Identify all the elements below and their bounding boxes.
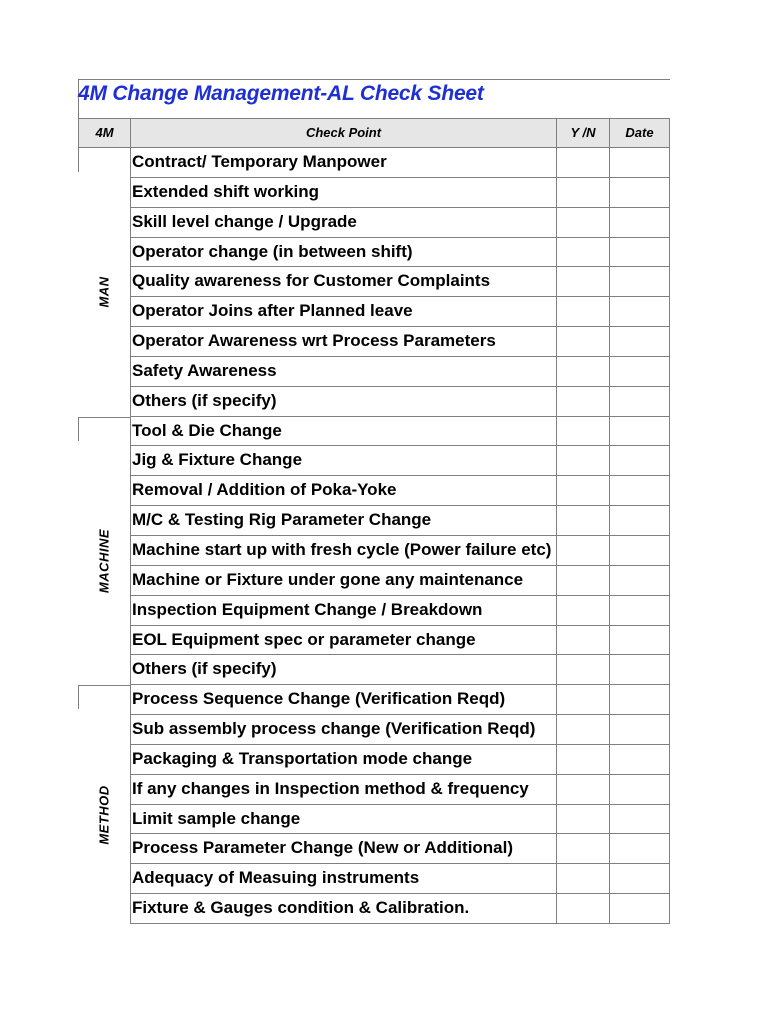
check-point-text: Tool & Die Change — [130, 417, 556, 446]
table-row — [130, 267, 670, 297]
check-point-text: Machine start up with fresh cycle (Power failure etc) — [130, 536, 556, 565]
table-row — [130, 745, 670, 775]
date-cell[interactable] — [609, 446, 670, 475]
table-row — [130, 566, 670, 596]
date-cell[interactable] — [609, 327, 670, 356]
table-row — [130, 387, 670, 417]
date-cell[interactable] — [609, 566, 670, 595]
category-divider — [78, 148, 79, 172]
category-label: MACHINE — [96, 528, 112, 594]
category-label: MAN — [96, 276, 112, 308]
yes-no-cell[interactable] — [556, 387, 609, 416]
date-cell[interactable] — [609, 834, 670, 863]
check-point-text: Machine or Fixture under gone any maintenance — [130, 566, 556, 595]
table-row — [130, 178, 670, 208]
check-point-text: Extended shift working — [130, 178, 556, 207]
table-row — [130, 834, 670, 864]
check-point-text: EOL Equipment spec or parameter change — [130, 626, 556, 655]
check-point-text: M/C & Testing Rig Parameter Change — [130, 506, 556, 535]
check-point-text: Others (if specify) — [130, 387, 556, 416]
check-point-text: Jig & Fixture Change — [130, 446, 556, 475]
yes-no-cell[interactable] — [556, 715, 609, 744]
yes-no-cell[interactable] — [556, 834, 609, 863]
check-point-text: Skill level change / Upgrade — [130, 208, 556, 237]
yes-no-cell[interactable] — [556, 178, 609, 207]
category-top-border — [78, 685, 130, 686]
check-point-text: Operator Joins after Planned leave — [130, 297, 556, 326]
check-point-text: Adequacy of Measuing instruments — [130, 864, 556, 893]
yes-no-cell[interactable] — [556, 805, 609, 834]
table-row — [130, 655, 670, 685]
yes-no-cell[interactable] — [556, 476, 609, 505]
table-row — [130, 685, 670, 715]
table-row — [130, 148, 670, 178]
header-4m: 4M — [78, 119, 130, 147]
date-cell[interactable] — [609, 148, 670, 177]
check-point-text: Others (if specify) — [130, 655, 556, 684]
yes-no-cell[interactable] — [556, 894, 609, 923]
date-cell[interactable] — [609, 267, 670, 296]
check-point-text: Process Sequence Change (Verification Reqd) — [130, 685, 556, 714]
date-cell[interactable] — [609, 596, 670, 625]
date-cell[interactable] — [609, 745, 670, 774]
yes-no-cell[interactable] — [556, 148, 609, 177]
category-method — [78, 685, 130, 924]
date-cell[interactable] — [609, 476, 670, 505]
date-cell[interactable] — [609, 626, 670, 655]
table-row — [130, 357, 670, 387]
table-row — [130, 238, 670, 268]
table-row — [130, 327, 670, 357]
header-yes-no: Y /N — [556, 119, 609, 147]
top-border — [78, 79, 670, 80]
check-point-text: Safety Awareness — [130, 357, 556, 386]
table-row — [130, 476, 670, 506]
yes-no-cell[interactable] — [556, 208, 609, 237]
check-point-text: Operator change (in between shift) — [130, 238, 556, 267]
header-date: Date — [609, 119, 670, 147]
check-point-text: Inspection Equipment Change / Breakdown — [130, 596, 556, 625]
yes-no-cell[interactable] — [556, 297, 609, 326]
table-row — [130, 805, 670, 835]
yes-no-cell[interactable] — [556, 775, 609, 804]
header-check-point: Check Point — [130, 119, 556, 147]
table-row — [130, 208, 670, 238]
date-cell[interactable] — [609, 357, 670, 386]
category-machine — [78, 417, 130, 686]
check-point-text: Contract/ Temporary Manpower — [130, 148, 556, 177]
yes-no-cell[interactable] — [556, 238, 609, 267]
date-cell[interactable] — [609, 655, 670, 684]
date-cell[interactable] — [609, 715, 670, 744]
yes-no-cell[interactable] — [556, 596, 609, 625]
sheet-title: 4M Change Management-AL Check Sheet — [78, 82, 484, 105]
date-cell[interactable] — [609, 894, 670, 923]
yes-no-cell[interactable] — [556, 267, 609, 296]
date-cell[interactable] — [609, 178, 670, 207]
table-row — [130, 446, 670, 476]
date-cell[interactable] — [609, 864, 670, 893]
yes-no-cell[interactable] — [556, 685, 609, 714]
yes-no-cell[interactable] — [556, 446, 609, 475]
yes-no-cell[interactable] — [556, 327, 609, 356]
table-row — [130, 297, 670, 327]
date-cell[interactable] — [609, 685, 670, 714]
table-row — [130, 626, 670, 656]
check-point-text: Removal / Addition of Poka-Yoke — [130, 476, 556, 505]
table-row — [130, 536, 670, 566]
category-top-border — [78, 417, 130, 418]
check-point-text: Sub assembly process change (Verification Reqd) — [130, 715, 556, 744]
date-cell[interactable] — [609, 208, 670, 237]
check-point-text: Limit sample change — [130, 805, 556, 834]
check-rows — [130, 148, 670, 924]
date-cell[interactable] — [609, 417, 670, 446]
date-cell[interactable] — [609, 506, 670, 535]
yes-no-cell[interactable] — [556, 745, 609, 774]
date-cell[interactable] — [609, 536, 670, 565]
yes-no-cell[interactable] — [556, 566, 609, 595]
check-point-text: Fixture & Gauges condition & Calibration. — [130, 894, 556, 923]
category-man — [78, 148, 130, 417]
table-row — [130, 417, 670, 447]
yes-no-cell[interactable] — [556, 506, 609, 535]
check-point-text: Operator Awareness wrt Process Parameters — [130, 327, 556, 356]
check-point-text: If any changes in Inspection method & frequency — [130, 775, 556, 804]
yes-no-cell[interactable] — [556, 417, 609, 446]
category-divider — [78, 417, 79, 441]
table-row — [130, 715, 670, 745]
check-point-text: Process Parameter Change (New or Additional) — [130, 834, 556, 863]
table-row — [130, 596, 670, 626]
table-header — [78, 118, 670, 148]
table-row — [130, 775, 670, 805]
table-row — [130, 894, 670, 924]
date-cell[interactable] — [609, 238, 670, 267]
table-row — [130, 506, 670, 536]
yes-no-cell[interactable] — [556, 626, 609, 655]
date-cell[interactable] — [609, 805, 670, 834]
yes-no-cell[interactable] — [556, 357, 609, 386]
date-cell[interactable] — [609, 387, 670, 416]
date-cell[interactable] — [609, 297, 670, 326]
yes-no-cell[interactable] — [556, 864, 609, 893]
category-label: METHOD — [96, 785, 112, 845]
category-divider — [78, 685, 79, 709]
check-point-text: Packaging & Transportation mode change — [130, 745, 556, 774]
yes-no-cell[interactable] — [556, 655, 609, 684]
check-point-text: Quality awareness for Customer Complaints — [130, 267, 556, 296]
yes-no-cell[interactable] — [556, 536, 609, 565]
date-cell[interactable] — [609, 775, 670, 804]
table-row — [130, 864, 670, 894]
